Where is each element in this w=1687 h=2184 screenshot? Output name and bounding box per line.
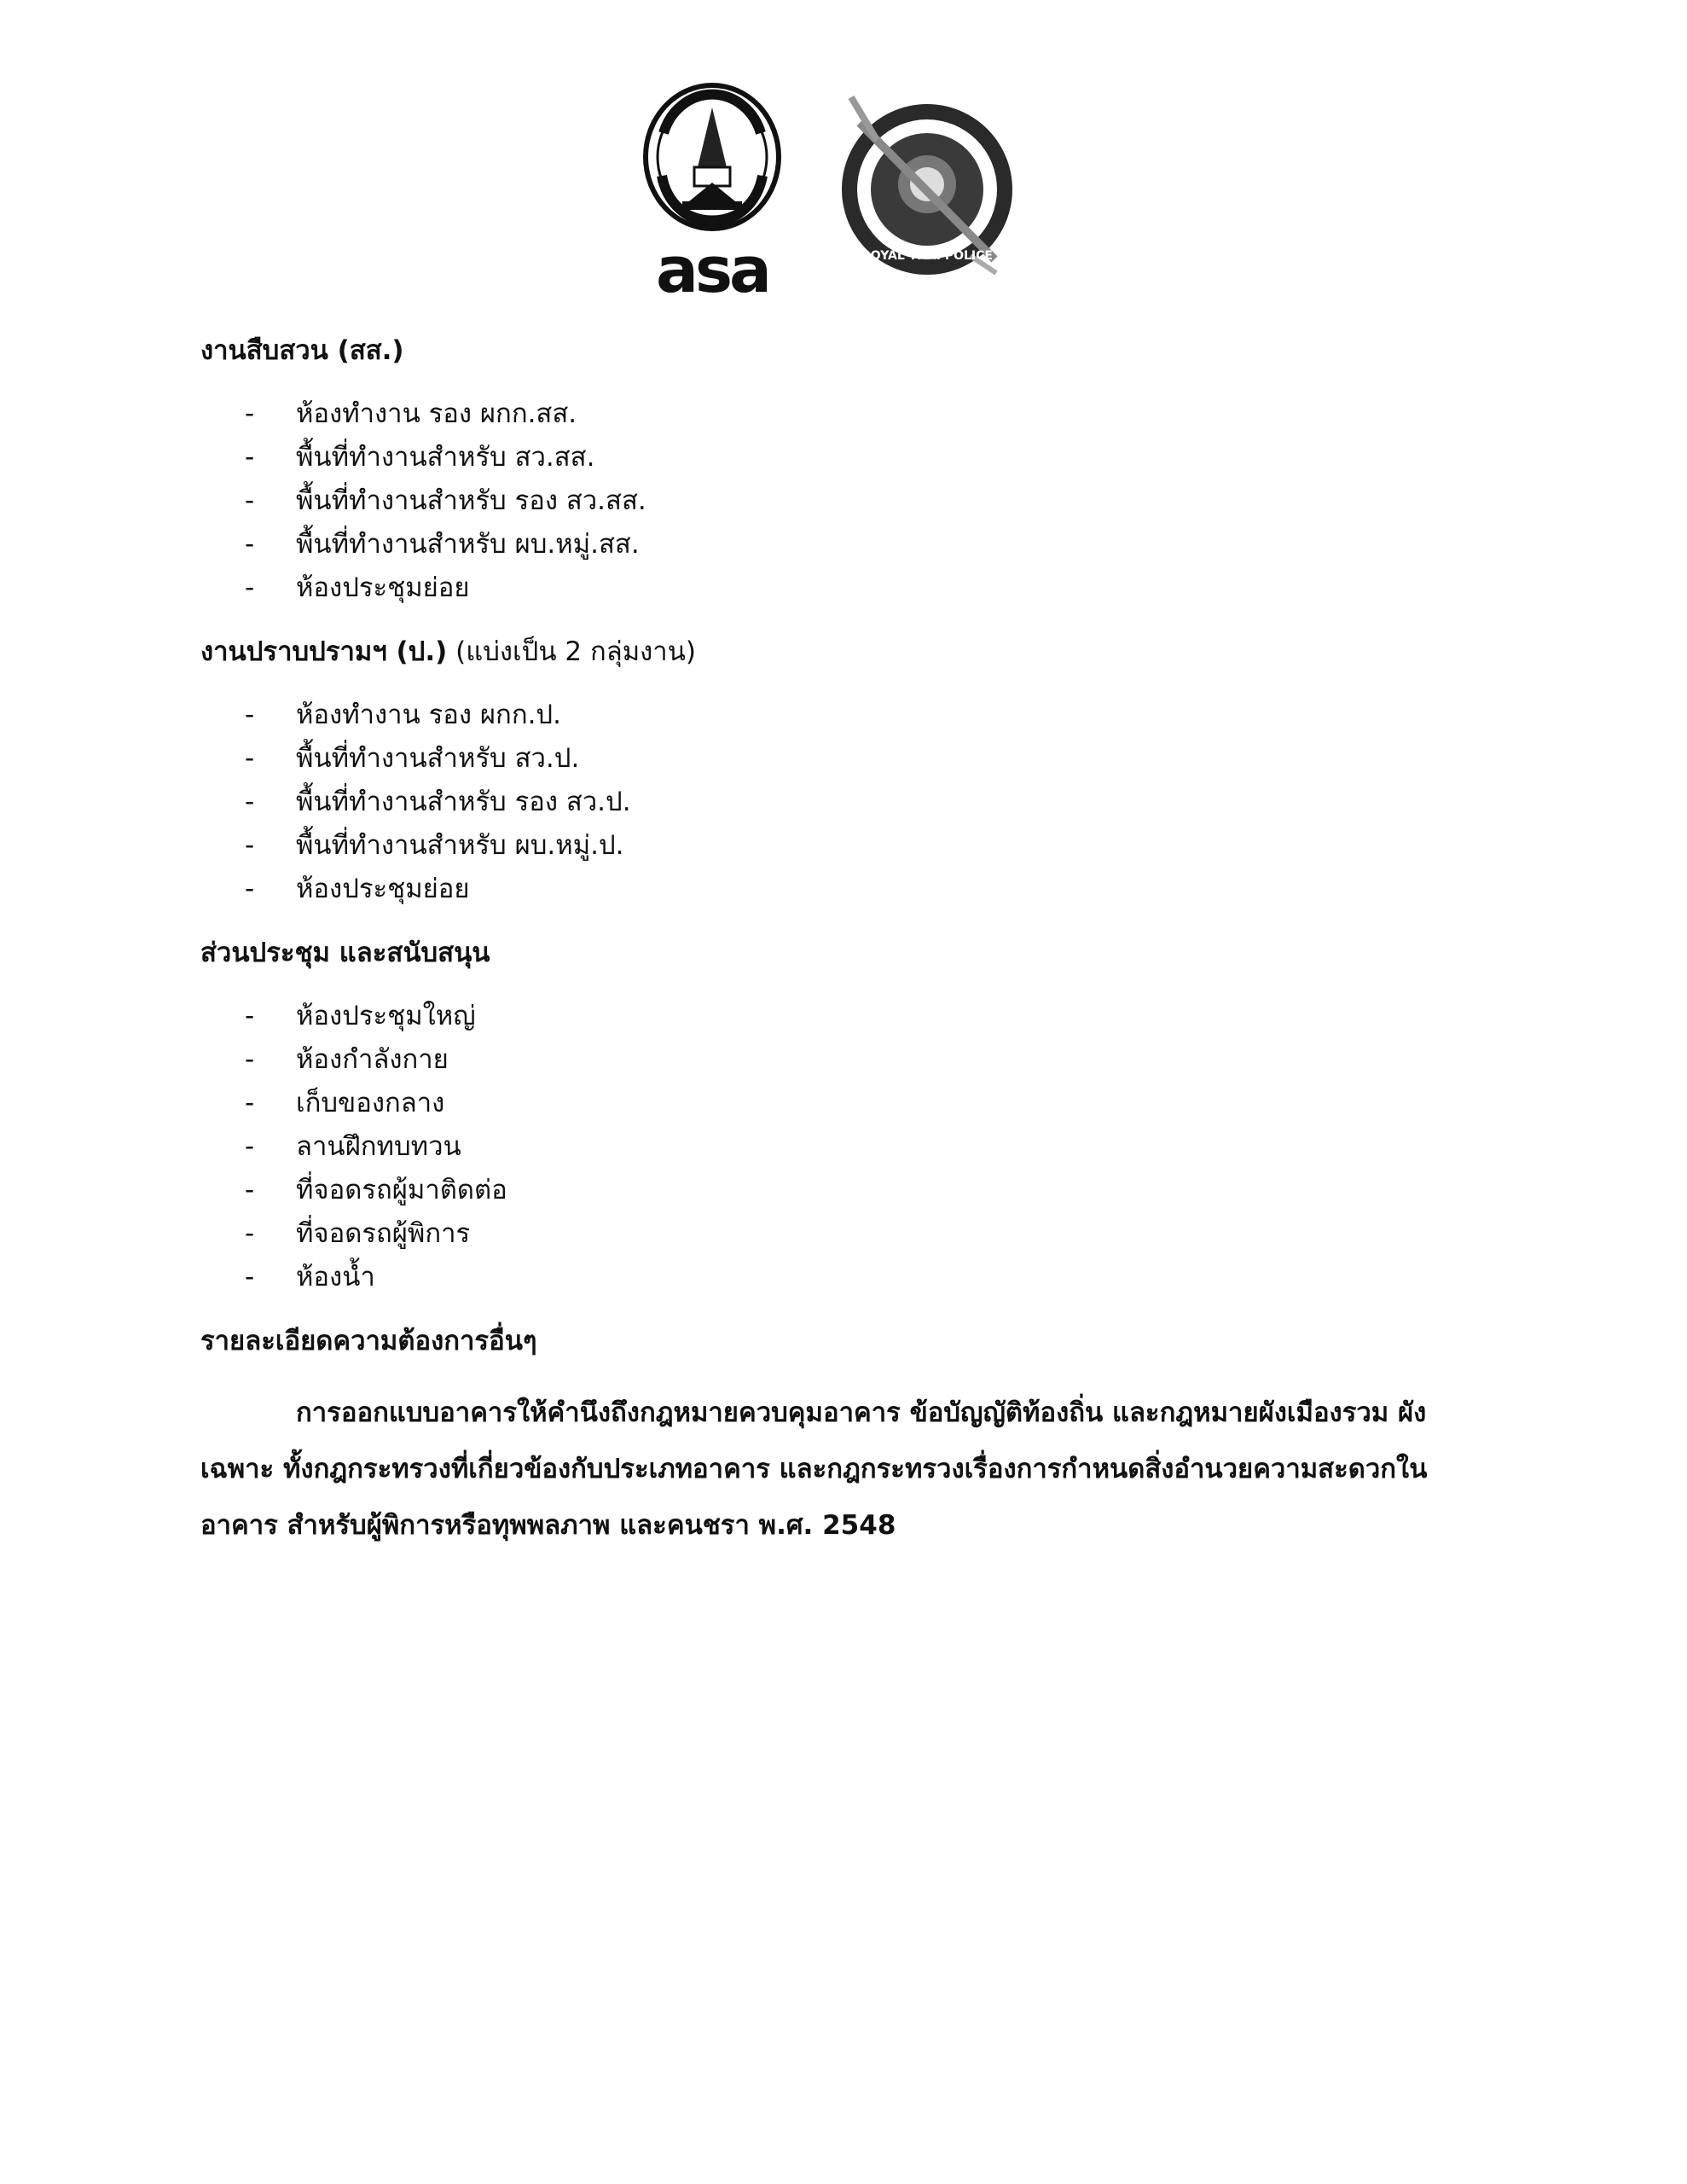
asa-logo-text: asa [656,234,768,300]
list-item: - พื้นที่ทำงานสำหรับ ผบ.หมู่.ป. [245,830,624,861]
list-item: - ห้องทำงาน รอง ผกก.ป. [245,700,561,730]
list-item: - เก็บของกลาง [245,1088,445,1118]
list-item: - พื้นที่ทำงานสำหรับ ผบ.หมู่.สส. [245,529,640,560]
list-item: - ห้องประชุมย่อย [245,874,470,904]
section-heading-suppression: งานปราบปรามฯ (ป.) (แบ่งเป็น 2 กลุ่มงาน) [200,636,696,667]
list-item: - ห้องประชุมใหญ่ [245,1001,476,1031]
list-item: - ที่จอดรถผู้มาติดต่อ [245,1175,507,1205]
list-item: - ห้องกำลังกาย [245,1044,449,1075]
list-item: - ลานฝึกทบทวน [245,1131,461,1162]
list-item: - ห้องทำงาน รอง ผกก.สส. [245,398,577,429]
investigation-list [200,392,1531,610]
section-heading-other-requirements: รายละเอียดความต้องการอื่นๆ [200,1326,537,1356]
section-heading-investigation: งานสืบสวน (สส.) [200,335,404,366]
list-item: - ที่จอดรถผู้พิการ [245,1218,471,1249]
document-body [200,333,1531,1554]
list-item: - ห้องประชุมย่อย [245,572,470,603]
royal-thai-police-seal-icon [826,89,1029,282]
meeting-support-list [200,995,1531,1299]
list-item: - พื้นที่ทำงานสำหรับ รอง สว.ป. [245,787,631,817]
list-item: - พื้นที่ทำงานสำหรับ สว.ป. [245,743,580,774]
list-item: - พื้นที่ทำงานสำหรับ สว.สส. [245,442,595,473]
section-heading-meeting-support: ส่วนประชุม และสนับสนุน [200,938,490,968]
suppression-list [200,694,1531,911]
header-logos [0,82,1687,304]
police-seal-text: ROYAL THAI POLICE [861,249,993,263]
requirements-paragraph: การออกแบบอาคารให้คำนึงถึงกฎหมายควบคุมอาคาร ข้อบัญญัติท้องถิ่น และกฎหมายผังเมืองรวม ผังเฉพาะ ทั้งกฎกระทรวงที่เกี่ยวข้องกับประเภทอาคาร และกฎกระทรวงเรื่องการกำหนดสิ่งอำนวยความสะดวกในอาคาร สำหรับผู้พิการหรือทุพพลภาพ และคนชรา พ.ศ. 2548 [200,1397,1428,1541]
list-item: - พื้นที่ทำงานสำหรับ รอง สว.สส. [245,485,646,516]
asa-seal-logo-icon [638,82,787,300]
list-item: - ห้องน้ำ [245,1262,375,1292]
